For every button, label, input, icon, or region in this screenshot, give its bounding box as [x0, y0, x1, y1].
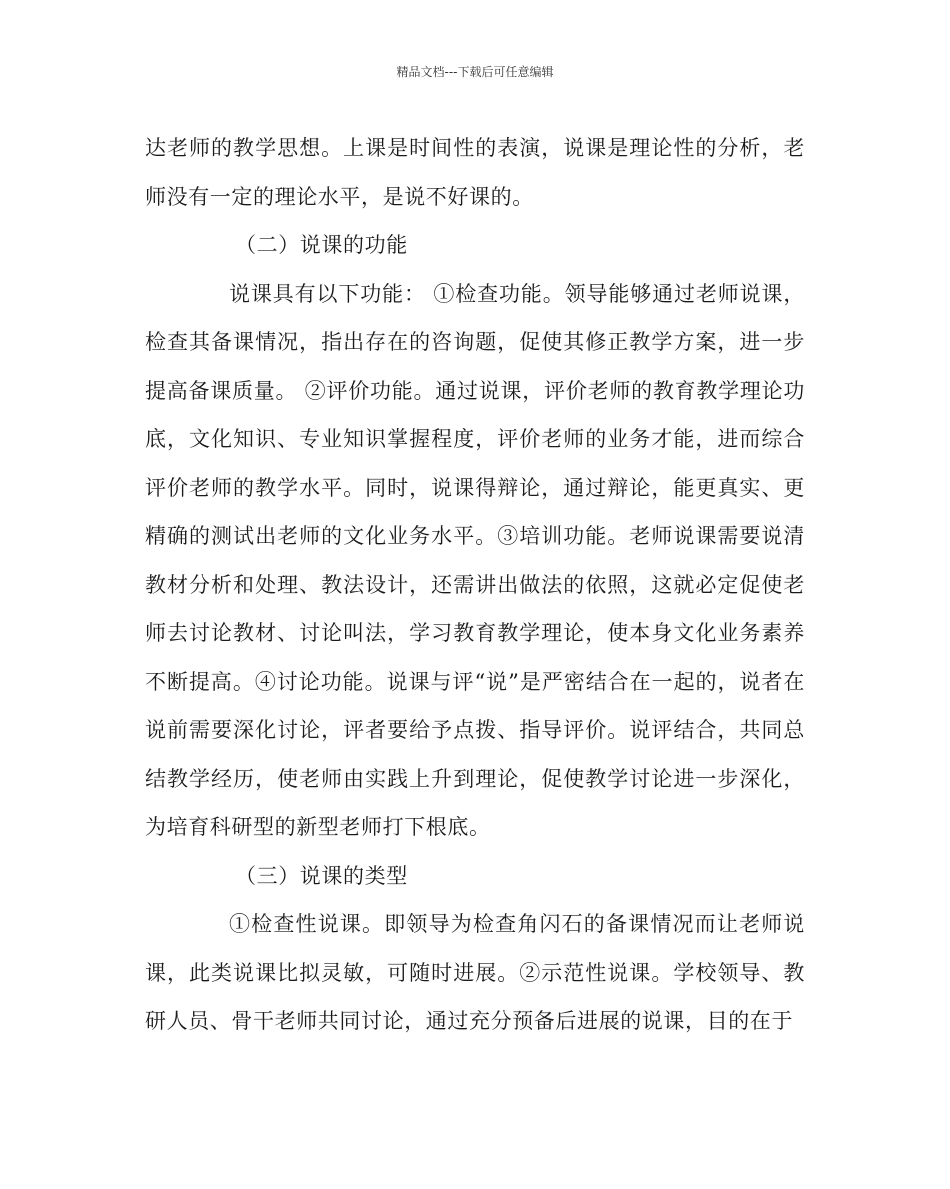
paragraph-functions: 说课具有以下功能： ①检查功能。领导能够通过老师说课，检查其备课情况，指出存在的咨询题，促使其修正教学方案，进一步提高备课质量。 ②评价功能。通过说课，评价老师的教育教学理论功底，文化知识、专业知识掌握程度，评价老师的业务才能，进而综合评价老师的教学水平。同时，说课得辩论，通过辩论，能更真实、更精确的测试出老师的文化业务水平。③培训功能。老师说课需要说清教材分析和处理、教法设计，还需讲出做法的依照，这就必定促使老师去讨论教材、讨论叫法，学习教育教学理论，使本身文化业务素养不断提高。④讨论功能。说课与评“说”是严密结合在一起的，说者在说前需要深化讨论，评者要给予点拨、指导评价。说评结合，共同总结教学经历，使老师由实践上升到理论，促使教学讨论进一步深化，为培育科研型的新型老师打下根底。	[145, 281, 805, 839]
paragraph-types: ①检查性说课。即领导为检查角闪石的备课情况而让老师说课，此类说课比拟灵敏，可随时进展。②示范性说课。学校领导、教研人员、骨干老师共同讨论，通过充分预备后进展的说课，目的在于	[145, 912, 805, 1033]
page-header: 精品文档---下载后可任意编辑	[396, 65, 554, 79]
document-body	[145, 124, 805, 1046]
section-heading-types: （三）说课的类型	[235, 863, 408, 888]
paragraph-continuation: 达老师的教学思想。上课是时间性的表演，说课是理论性的分析，老师没有一定的理论水平，是说不好课的。	[145, 136, 805, 209]
section-heading-functions: （二）说课的功能	[235, 233, 408, 257]
